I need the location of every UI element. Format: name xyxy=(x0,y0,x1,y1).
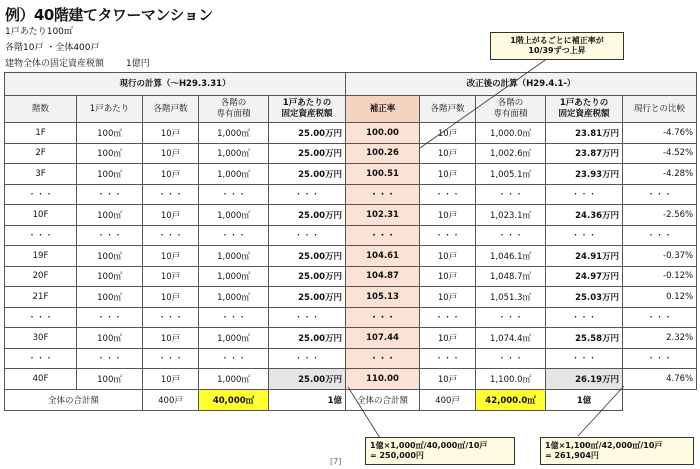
header-area: 各階の 専有面積 xyxy=(199,96,269,123)
cell-area: ・・・ xyxy=(199,225,269,246)
cell-units2: 10戸 xyxy=(420,266,476,287)
cell-tax2: ・・・ xyxy=(546,184,623,205)
cell-tax2: ・・・ xyxy=(546,307,623,328)
cell-units2: 10戸 xyxy=(420,287,476,308)
cell-tax: ・・・ xyxy=(269,307,346,328)
cell-tax2: 23.87万円 xyxy=(546,143,623,164)
cell-units2: 10戸 xyxy=(420,164,476,185)
total-tax: 1億 xyxy=(269,389,346,410)
cell-rate: 100.51 xyxy=(346,164,420,185)
cell-tax: 25.00万円 xyxy=(269,143,346,164)
cell-floor: 40F xyxy=(5,369,77,390)
total-label-revised: 全体の合計額 xyxy=(346,389,420,410)
cell-area2: ・・・ xyxy=(476,348,546,369)
cell-tax: 25.00万円 xyxy=(269,266,346,287)
cell-per-unit: 100㎡ xyxy=(77,143,143,164)
cell-area2: 1,005.1㎡ xyxy=(476,164,546,185)
cell-area: 1,000㎡ xyxy=(199,266,269,287)
callout-rate-increase: 1階上がるごとに補正率が 10/39ずつ上昇 xyxy=(490,32,624,60)
cell-tax: 25.00万円 xyxy=(269,287,346,308)
cell-compare: ・・・ xyxy=(623,307,697,328)
cell-per-unit: ・・・ xyxy=(77,307,143,328)
cell-tax: 25.00万円 xyxy=(269,328,346,349)
info-per-unit: 1戸あたり100㎡ xyxy=(5,27,73,37)
total-units-revised: 400戸 xyxy=(420,389,476,410)
cell-compare: ・・・ xyxy=(623,184,697,205)
cell-per-unit: ・・・ xyxy=(77,184,143,205)
cell-units2: 10戸 xyxy=(420,328,476,349)
page-title: 例）40階建てタワーマンション xyxy=(5,6,213,24)
cell-units2: 10戸 xyxy=(420,369,476,390)
cell-units: 10戸 xyxy=(143,246,199,267)
info-total-tax-value: 1億円 xyxy=(126,59,150,69)
cell-units2: 10戸 xyxy=(420,205,476,226)
cell-tax: ・・・ xyxy=(269,184,346,205)
cell-per-unit: ・・・ xyxy=(77,348,143,369)
cell-compare: 2.32% xyxy=(623,328,697,349)
cell-floor: ・・・ xyxy=(5,307,77,328)
cell-rate: 100.00 xyxy=(346,123,420,144)
cell-per-unit: 100㎡ xyxy=(77,164,143,185)
cell-area: 1,000㎡ xyxy=(199,164,269,185)
cell-area: 1,000㎡ xyxy=(199,123,269,144)
cell-units2: 10戸 xyxy=(420,246,476,267)
cell-area2: 1,046.1㎡ xyxy=(476,246,546,267)
cell-units: 10戸 xyxy=(143,266,199,287)
cell-rate: ・・・ xyxy=(346,307,420,328)
header-compare: 現行との比較 xyxy=(623,96,697,123)
cell-units2: 10戸 xyxy=(420,123,476,144)
cell-area: ・・・ xyxy=(199,348,269,369)
cell-tax2: ・・・ xyxy=(546,348,623,369)
total-tax-revised: 1億 xyxy=(546,389,623,410)
cell-per-unit: 100㎡ xyxy=(77,287,143,308)
cell-compare: ・・・ xyxy=(623,348,697,369)
header-tax: 1戸あたりの 固定資産税額 xyxy=(269,96,346,123)
group-current: 現行の計算（～H29.3.31） xyxy=(5,73,346,96)
cell-floor: 1F xyxy=(5,123,77,144)
cell-tax2: 25.03万円 xyxy=(546,287,623,308)
cell-tax2: 26.19万円 xyxy=(546,369,623,390)
cell-rate: 100.26 xyxy=(346,143,420,164)
cell-per-unit: 100㎡ xyxy=(77,328,143,349)
header-units-revised: 各階戸数 xyxy=(420,96,476,123)
header-floor: 階数 xyxy=(5,96,77,123)
cell-area2: ・・・ xyxy=(476,307,546,328)
cell-units: ・・・ xyxy=(143,348,199,369)
cell-floor: ・・・ xyxy=(5,225,77,246)
cell-per-unit: 100㎡ xyxy=(77,266,143,287)
callout-current-calc: 1億×1,000㎡/40,000㎡/10戸 = 250,000円 xyxy=(365,437,515,465)
header-per-unit: 1戸あたり xyxy=(77,96,143,123)
cell-per-unit: 100㎡ xyxy=(77,205,143,226)
cell-rate: ・・・ xyxy=(346,184,420,205)
cell-compare: -2.56% xyxy=(623,205,697,226)
cell-tax: 25.00万円 xyxy=(269,369,346,390)
cell-compare: -4.28% xyxy=(623,164,697,185)
cell-rate: 102.31 xyxy=(346,205,420,226)
cell-tax: 25.00万円 xyxy=(269,246,346,267)
cell-area: 1,000㎡ xyxy=(199,328,269,349)
cell-area2: 1,100.0㎡ xyxy=(476,369,546,390)
cell-units: 10戸 xyxy=(143,328,199,349)
cell-units: 10戸 xyxy=(143,143,199,164)
total-label: 全体の合計額 xyxy=(5,389,143,410)
cell-tax2: 24.97万円 xyxy=(546,266,623,287)
cell-units2: ・・・ xyxy=(420,307,476,328)
cell-tax2: 23.93万円 xyxy=(546,164,623,185)
cell-units2: ・・・ xyxy=(420,225,476,246)
cell-area2: ・・・ xyxy=(476,225,546,246)
cell-per-unit: 100㎡ xyxy=(77,123,143,144)
cell-units: 10戸 xyxy=(143,205,199,226)
cell-tax2: 24.36万円 xyxy=(546,205,623,226)
cell-rate: 107.44 xyxy=(346,328,420,349)
cell-rate: 110.00 xyxy=(346,369,420,390)
cell-floor: ・・・ xyxy=(5,348,77,369)
cell-tax2: 25.58万円 xyxy=(546,328,623,349)
cell-area2: 1,000.0㎡ xyxy=(476,123,546,144)
group-revised: 改正後の計算（H29.4.1-） xyxy=(346,73,697,96)
cell-compare: -4.76% xyxy=(623,123,697,144)
cell-area: 1,000㎡ xyxy=(199,205,269,226)
cell-area: 1,000㎡ xyxy=(199,287,269,308)
info-units: 各階10戸 ・全体400戸 xyxy=(5,43,100,53)
cell-area2: 1,051.3㎡ xyxy=(476,287,546,308)
cell-tax2: 24.91万円 xyxy=(546,246,623,267)
cell-rate: ・・・ xyxy=(346,348,420,369)
cell-area: 1,000㎡ xyxy=(199,246,269,267)
cell-units: 10戸 xyxy=(143,123,199,144)
leader-line-top xyxy=(420,58,548,148)
cell-tax2: 23.81万円 xyxy=(546,123,623,144)
header-rate: 補正率 xyxy=(346,96,420,123)
cell-area2: 1,048.7㎡ xyxy=(476,266,546,287)
page-number: [7] xyxy=(330,457,342,466)
cell-compare: -0.37% xyxy=(623,246,697,267)
cell-units: ・・・ xyxy=(143,307,199,328)
header-units: 各階戸数 xyxy=(143,96,199,123)
cell-floor: 3F xyxy=(5,164,77,185)
cell-area2: 1,002.6㎡ xyxy=(476,143,546,164)
cell-compare: -4.52% xyxy=(623,143,697,164)
cell-area: ・・・ xyxy=(199,307,269,328)
cell-rate: ・・・ xyxy=(346,225,420,246)
cell-area: 1,000㎡ xyxy=(199,369,269,390)
cell-per-unit: 100㎡ xyxy=(77,369,143,390)
cell-floor: 10F xyxy=(5,205,77,226)
cell-area2: 1,023.1㎡ xyxy=(476,205,546,226)
header-tax-revised: 1戸あたりの 固定資産税額 xyxy=(546,96,623,123)
cell-tax: 25.00万円 xyxy=(269,205,346,226)
cell-units: 10戸 xyxy=(143,287,199,308)
cell-units: 10戸 xyxy=(143,369,199,390)
cell-floor: ・・・ xyxy=(5,184,77,205)
cell-compare: 4.76% xyxy=(623,369,697,390)
cell-tax2: ・・・ xyxy=(546,225,623,246)
total-area: 40,000㎡ xyxy=(199,389,269,410)
cell-rate: 104.61 xyxy=(346,246,420,267)
cell-tax: 25.00万円 xyxy=(269,123,346,144)
cell-rate: 104.87 xyxy=(346,266,420,287)
leader-line-left xyxy=(348,387,380,438)
cell-compare: -0.12% xyxy=(623,266,697,287)
info-total-tax-label: 建物全体の固定資産税額 xyxy=(5,59,105,69)
cell-area2: ・・・ xyxy=(476,184,546,205)
callout-revised-calc: 1億×1,100㎡/42,000㎡/10戸 = 261,904円 xyxy=(540,437,694,465)
cell-compare: 0.12% xyxy=(623,287,697,308)
cell-per-unit: ・・・ xyxy=(77,225,143,246)
leader-line-right xyxy=(578,386,624,436)
cell-units: ・・・ xyxy=(143,184,199,205)
cell-tax: ・・・ xyxy=(269,225,346,246)
cell-tax: 25.00万円 xyxy=(269,164,346,185)
cell-compare: ・・・ xyxy=(623,225,697,246)
cell-floor: 20F xyxy=(5,266,77,287)
cell-floor: 2F xyxy=(5,143,77,164)
cell-per-unit: 100㎡ xyxy=(77,246,143,267)
cell-rate: 105.13 xyxy=(346,287,420,308)
cell-area2: 1,074.4㎡ xyxy=(476,328,546,349)
cell-units: 10戸 xyxy=(143,164,199,185)
cell-area: ・・・ xyxy=(199,184,269,205)
cell-floor: 21F xyxy=(5,287,77,308)
cell-units2: ・・・ xyxy=(420,184,476,205)
header-area-revised: 各階の 専有面積 xyxy=(476,96,546,123)
cell-tax: ・・・ xyxy=(269,348,346,369)
total-area-revised: 42,000.0㎡ xyxy=(476,389,546,410)
cell-area: 1,000㎡ xyxy=(199,143,269,164)
total-units: 400戸 xyxy=(143,389,199,410)
cell-units2: 10戸 xyxy=(420,143,476,164)
cell-units2: ・・・ xyxy=(420,348,476,369)
cell-floor: 19F xyxy=(5,246,77,267)
cell-floor: 30F xyxy=(5,328,77,349)
cell-units: ・・・ xyxy=(143,225,199,246)
